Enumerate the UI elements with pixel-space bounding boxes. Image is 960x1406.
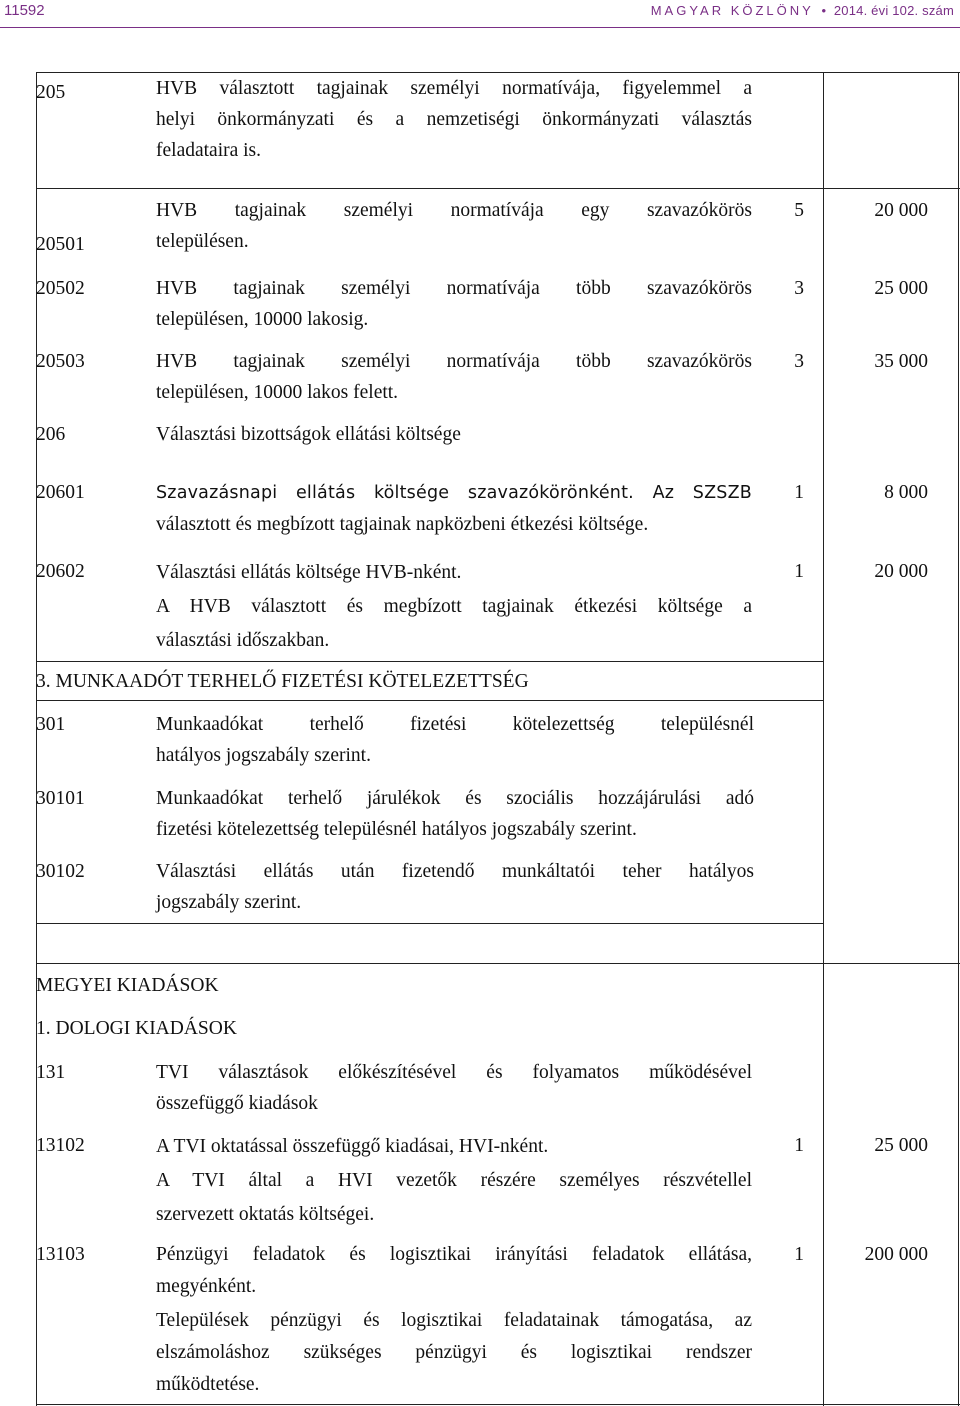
row-code: 20503 <box>36 351 85 372</box>
description-line: választott és megbízott tagjainak napközbeni étkezési költsége. <box>156 514 649 535</box>
description-line: A TVI által a HVI vezetők részére személyes részvétellel <box>156 1170 752 1191</box>
description-line <box>156 477 752 509</box>
description-line: elszámoláshoz szükséges pénzügyi és logisztikai rendszer <box>156 1342 752 1363</box>
description-line: HVB választott tagjainak személyi normatívája, figyelemmel a <box>156 78 752 99</box>
header-rule <box>0 27 960 28</box>
quantity-value: 1 <box>794 1244 804 1265</box>
amount-value: 20 000 <box>874 561 928 582</box>
description-line: településen, 10000 lakos felett. <box>156 382 399 403</box>
row-description <box>156 1239 752 1401</box>
row-code: 20602 <box>36 561 85 582</box>
description-line: Települések pénzügyi és logisztikai feladatainak támogatása, az <box>156 1310 752 1331</box>
description-line: feladataira is. <box>156 140 262 161</box>
description-line: Választási bizottságok ellátási költsége <box>156 424 461 445</box>
column-divider <box>823 72 824 1406</box>
row-divider <box>36 661 823 662</box>
row-code: 205 <box>36 82 66 103</box>
amount-value: 20 000 <box>874 200 928 221</box>
description-line: Választási ellátás után fizetendő munkáltatói teher hatályos <box>156 861 754 882</box>
row-code: 13103 <box>36 1244 85 1265</box>
description-line: jogszabály szerint. <box>156 892 302 913</box>
description-line: Munkaadókat terhelő fizetési kötelezettség településnél <box>156 714 754 735</box>
row-description <box>156 195 752 257</box>
quantity-value: 5 <box>794 200 804 221</box>
description-line: működtetése. <box>156 1374 260 1395</box>
row-description <box>156 1130 752 1232</box>
row-code: 206 <box>36 424 66 445</box>
description-line: megyénként. <box>156 1276 257 1297</box>
description-line: HVB tagjainak személyi normatívája több szavazókörös <box>156 278 752 299</box>
description-line: HVB tagjainak személyi normatívája egy szavazókörös <box>156 200 752 221</box>
budget-table <box>36 72 960 1406</box>
amount-value: 35 000 <box>874 351 928 372</box>
section-heading: 1. DOLOGI KIADÁSOK <box>36 1018 237 1039</box>
journal-title <box>651 3 954 18</box>
row-code: 301 <box>36 714 66 735</box>
row-description <box>156 1057 752 1119</box>
row-description <box>156 346 752 408</box>
row-code: 30101 <box>36 788 85 809</box>
amount-value: 200 000 <box>864 1244 928 1265</box>
page-header <box>0 0 960 30</box>
row-description <box>156 273 752 335</box>
description-line: összefüggő kiadások <box>156 1093 318 1114</box>
description-line: TVI választások előkészítésével és folyamatos működésével <box>156 1062 752 1083</box>
row-description <box>156 73 752 166</box>
amount-value: 8 000 <box>884 482 928 503</box>
row-description <box>156 783 754 845</box>
issue-label: 2014. évi 102. szám <box>833 3 954 18</box>
page-number: 11592 <box>4 2 45 19</box>
row-divider <box>36 963 960 964</box>
description-line: hatályos jogszabály szerint. <box>156 745 371 766</box>
row-code: 30102 <box>36 861 85 882</box>
section-heading: MEGYEI KIADÁSOK <box>36 975 219 996</box>
row-description <box>156 556 752 658</box>
description-line: helyi önkormányzati és a nemzetiségi önkormányzati választás <box>156 109 752 130</box>
description-line: településen. <box>156 231 249 252</box>
description-line: HVB tagjainak személyi normatívája több szavazókörös <box>156 351 752 372</box>
row-divider <box>36 923 823 924</box>
quantity-value: 1 <box>794 1135 804 1156</box>
row-code: 131 <box>36 1062 66 1083</box>
journal-name: MAGYAR KÖZLÖNY <box>650 3 814 18</box>
description-line: A TVI oktatással összefüggő kiadásai, HVI-nként. <box>156 1136 549 1157</box>
row-description <box>156 709 754 771</box>
row-code: 20502 <box>36 278 85 299</box>
table-border-bottom <box>36 1404 960 1405</box>
quantity-value: 1 <box>794 561 804 582</box>
amount-value: 25 000 <box>874 1135 928 1156</box>
row-code: 13102 <box>36 1135 85 1156</box>
table-border-right <box>958 72 959 1406</box>
description-line: választási időszakban. <box>156 630 330 651</box>
row-divider <box>36 700 823 701</box>
quantity-value: 3 <box>794 278 804 299</box>
row-description <box>156 856 754 918</box>
row-code: 20601 <box>36 482 85 503</box>
description-line: fizetési kötelezettség településnél hatályos jogszabály szerint. <box>156 819 637 840</box>
description-line: A HVB választott és megbízott tagjainak étkezési költsége a <box>156 596 752 617</box>
row-description <box>156 477 752 540</box>
description-line: településen, 10000 lakosig. <box>156 309 369 330</box>
row-divider <box>36 188 960 189</box>
row-description <box>156 419 752 450</box>
section-heading: 3. MUNKAADÓT TERHELŐ FIZETÉSI KÖTELEZETTSÉG <box>36 671 529 692</box>
bullet-separator: • <box>821 3 827 18</box>
description-line: Munkaadókat terhelő járulékok és szociális hozzájárulási adó <box>156 788 754 809</box>
row-code: 20501 <box>36 234 85 255</box>
description-line: Választási ellátás költsége HVB-nként. <box>156 562 462 583</box>
description-line: Pénzügyi feladatok és logisztikai irányítási feladatok ellátása, <box>156 1244 752 1265</box>
description-line: szervezett oktatás költségei. <box>156 1204 375 1225</box>
quantity-value: 1 <box>794 482 804 503</box>
description-line-text: Szavazásnapi ellátás költsége szavazókörönként. Az SZSZB <box>156 483 752 503</box>
amount-value: 25 000 <box>874 278 928 299</box>
quantity-value: 3 <box>794 351 804 372</box>
